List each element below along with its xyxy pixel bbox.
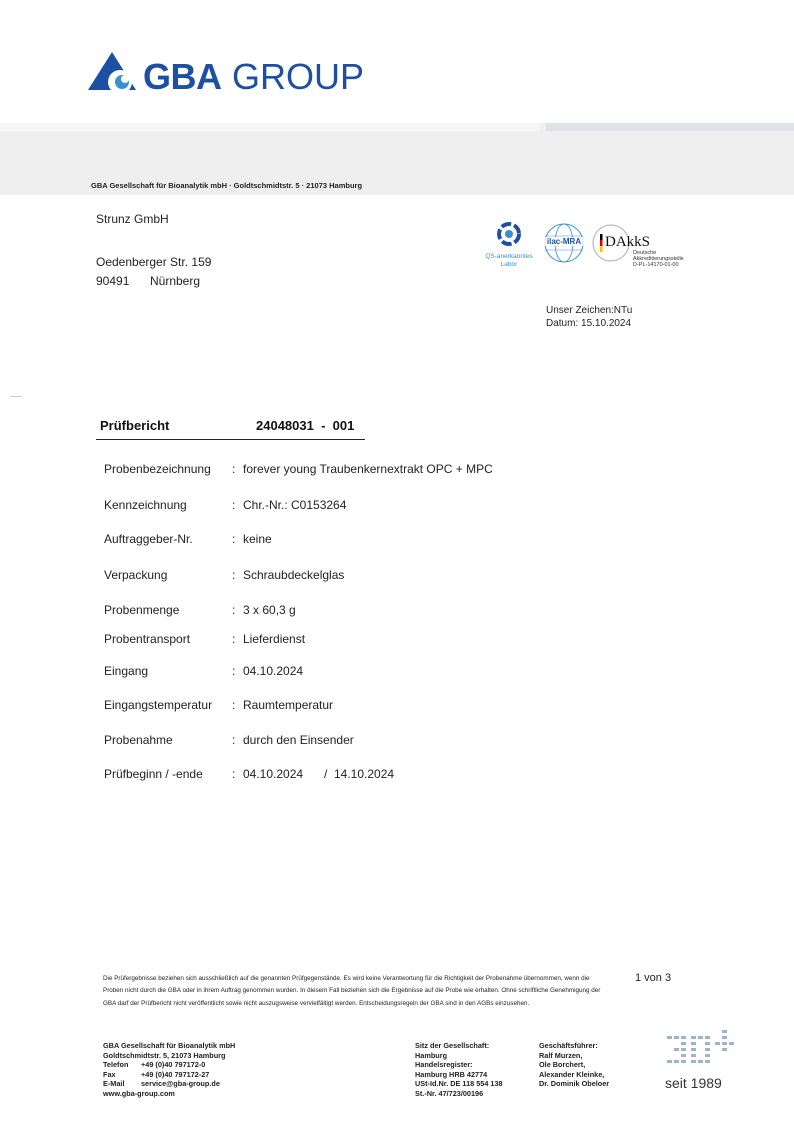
reference-zeichen: Unser Zeichen:NTu bbox=[546, 305, 633, 316]
footer-legal-block bbox=[415, 1041, 535, 1098]
footer-address: Goldtschmidtstr. 5, 21073 Hamburg bbox=[103, 1050, 226, 1060]
row-value-pruefbeginn: 04.10.2024 bbox=[243, 767, 304, 781]
footer-hr-title: Handelsregister: bbox=[415, 1060, 473, 1069]
footer-mail: service@gba-group.de bbox=[141, 1079, 220, 1088]
footer-mail-label: E-Mail bbox=[103, 1079, 125, 1088]
row-value-probentransport: Lieferdienst bbox=[243, 632, 306, 646]
row-colon: : bbox=[232, 767, 236, 781]
footer-sitz-title: Sitz der Gesellschaft: bbox=[415, 1041, 490, 1050]
footer-web: www.gba-group.com bbox=[103, 1088, 175, 1098]
sender-line: GBA Gesellschaft für Bioanalytik mbH · Goldtschmidtstr. 5 · 21073 Hamburg bbox=[91, 181, 363, 190]
footer-gf2: Ole Borchert, bbox=[539, 1060, 586, 1069]
row-label-eingangstemperatur: Eingangstemperatur bbox=[104, 698, 213, 712]
report-title: Prüfbericht bbox=[100, 418, 170, 433]
row-colon: : bbox=[232, 568, 236, 582]
row-label-probenahme: Probenahme bbox=[104, 733, 173, 747]
row-value-probenbezeichnung: forever young Traubenkernextrakt OPC + MPC bbox=[243, 462, 493, 476]
anniversary-badge bbox=[665, 1028, 740, 1092]
fold-mark bbox=[10, 396, 22, 397]
recipient-street: Oedenberger Str. 159 bbox=[96, 255, 212, 269]
row-label-verpackung: Verpackung bbox=[104, 568, 168, 582]
dakks-sub2: Akkreditierungsstelle bbox=[633, 256, 684, 263]
recipient-city: Nürnberg bbox=[150, 274, 201, 288]
footer-fax: +49 (0)40 797172-27 bbox=[141, 1069, 210, 1079]
row-label-probenmenge: Probenmenge bbox=[104, 603, 180, 617]
row-value-eingangstemperatur: Raumtemperatur bbox=[243, 698, 334, 712]
footer-management-block bbox=[539, 1041, 649, 1089]
qs-line2: Labor bbox=[500, 261, 518, 268]
row-value-probenmenge: 3 x 60,3 g bbox=[243, 603, 296, 617]
logo-text-group: GROUP bbox=[232, 56, 365, 97]
row-colon: : bbox=[232, 603, 236, 617]
footer-gf3: Alexander Kleinke, bbox=[539, 1069, 605, 1079]
footer-tel: +49 (0)40 797172-0 bbox=[141, 1060, 206, 1069]
footer-gf-title: Geschäftsführer: bbox=[539, 1041, 598, 1050]
footer-hr: Hamburg HRB 42774 bbox=[415, 1069, 488, 1079]
row-colon: : bbox=[232, 698, 236, 712]
qs-certification-logo bbox=[480, 220, 538, 270]
footer-gf4: Dr. Dominik Obeloer bbox=[539, 1079, 610, 1088]
reference-datum: Datum: 15.10.2024 bbox=[546, 318, 632, 329]
disclaimer-text: Die Prüfergebnisse beziehen sich ausschließlich auf die genannten Prüfgegenstände. Es wird keine Verantwortung für die Richtigkeit der Probenahme übernommen, wenn die Proben nicht durch die GBA oder in ihrem Auftrag genommen wurden. In diesem Fall beziehen sich die Ergebnisse auf die Probe wie erhalten. Ohne schriftliche Genehmigung der GBA darf der Prüfbericht nicht veröffentlicht sowie nicht auszugsweise vervielfältigt werden. Entscheidungsregeln der GBA sind in den AGBs einzusehen. bbox=[103, 975, 601, 1007]
header-band-stripe-blue bbox=[546, 123, 794, 131]
thirty-plus-icon bbox=[665, 1028, 737, 1068]
dakks-sub1: Deutsche bbox=[633, 250, 657, 256]
title-underline bbox=[96, 439, 365, 440]
row-colon: : bbox=[232, 733, 236, 747]
row-label-auftraggeber: Auftraggeber-Nr. bbox=[104, 532, 193, 546]
row-label-eingang: Eingang bbox=[104, 664, 149, 678]
footer-st: St.-Nr. 47/723/00196 bbox=[415, 1088, 484, 1098]
header-band-stripe bbox=[0, 123, 540, 131]
seit-text: seit 1989 bbox=[665, 1075, 722, 1091]
dakks-text: DAkkS bbox=[605, 234, 651, 250]
footer-sitz: Hamburg bbox=[415, 1050, 448, 1060]
dakks-sub3: D-PL-14170-01-00 bbox=[633, 262, 679, 269]
row-colon: : bbox=[232, 462, 236, 476]
recipient-company: Strunz GmbH bbox=[96, 212, 169, 226]
row-colon: : bbox=[232, 498, 236, 512]
row-colon: : bbox=[232, 632, 236, 646]
qs-line1: QS-anerkanntes bbox=[485, 253, 533, 260]
ilac-mra-logo bbox=[543, 222, 585, 264]
report-number: 24048031 - 001 bbox=[256, 418, 355, 433]
row-label-pruefbeginn: Prüfbeginn / -ende bbox=[104, 767, 203, 781]
footer-gf1: Ralf Murzen, bbox=[539, 1050, 583, 1060]
qs-icon bbox=[480, 220, 538, 248]
logo-text-gba: GBA bbox=[143, 56, 222, 97]
row-value-pruefende: / 14.10.2024 bbox=[324, 767, 395, 781]
row-value-kennzeichnung: Chr.-Nr.: C0153264 bbox=[243, 498, 347, 512]
ilac-text: ilac-MRA bbox=[543, 237, 585, 246]
footer-fax-label: Fax bbox=[103, 1069, 116, 1079]
footer-ust: USt-Id.Nr. DE 118 554 138 bbox=[415, 1079, 503, 1088]
row-colon: : bbox=[232, 532, 236, 546]
row-value-probenahme: durch den Einsender bbox=[243, 733, 354, 747]
recipient-zip: 90491 bbox=[96, 274, 130, 288]
row-colon: : bbox=[232, 664, 236, 678]
row-label-kennzeichnung: Kennzeichnung bbox=[104, 498, 187, 512]
footer-tel-label: Telefon bbox=[103, 1060, 129, 1069]
footer-company: GBA Gesellschaft für Bioanalytik mbH bbox=[103, 1041, 236, 1050]
row-label-probenbezeichnung: Probenbezeichnung bbox=[104, 462, 211, 476]
row-label-probentransport: Probentransport bbox=[104, 632, 191, 646]
page-number: 1 von 3 bbox=[635, 972, 672, 984]
row-value-eingang: 04.10.2024 bbox=[243, 664, 304, 678]
row-value-auftraggeber: keine bbox=[243, 532, 272, 546]
footer-company-block bbox=[103, 1041, 303, 1098]
dakks-logo bbox=[591, 222, 701, 272]
row-value-verpackung: Schraubdeckelglas bbox=[243, 568, 345, 582]
